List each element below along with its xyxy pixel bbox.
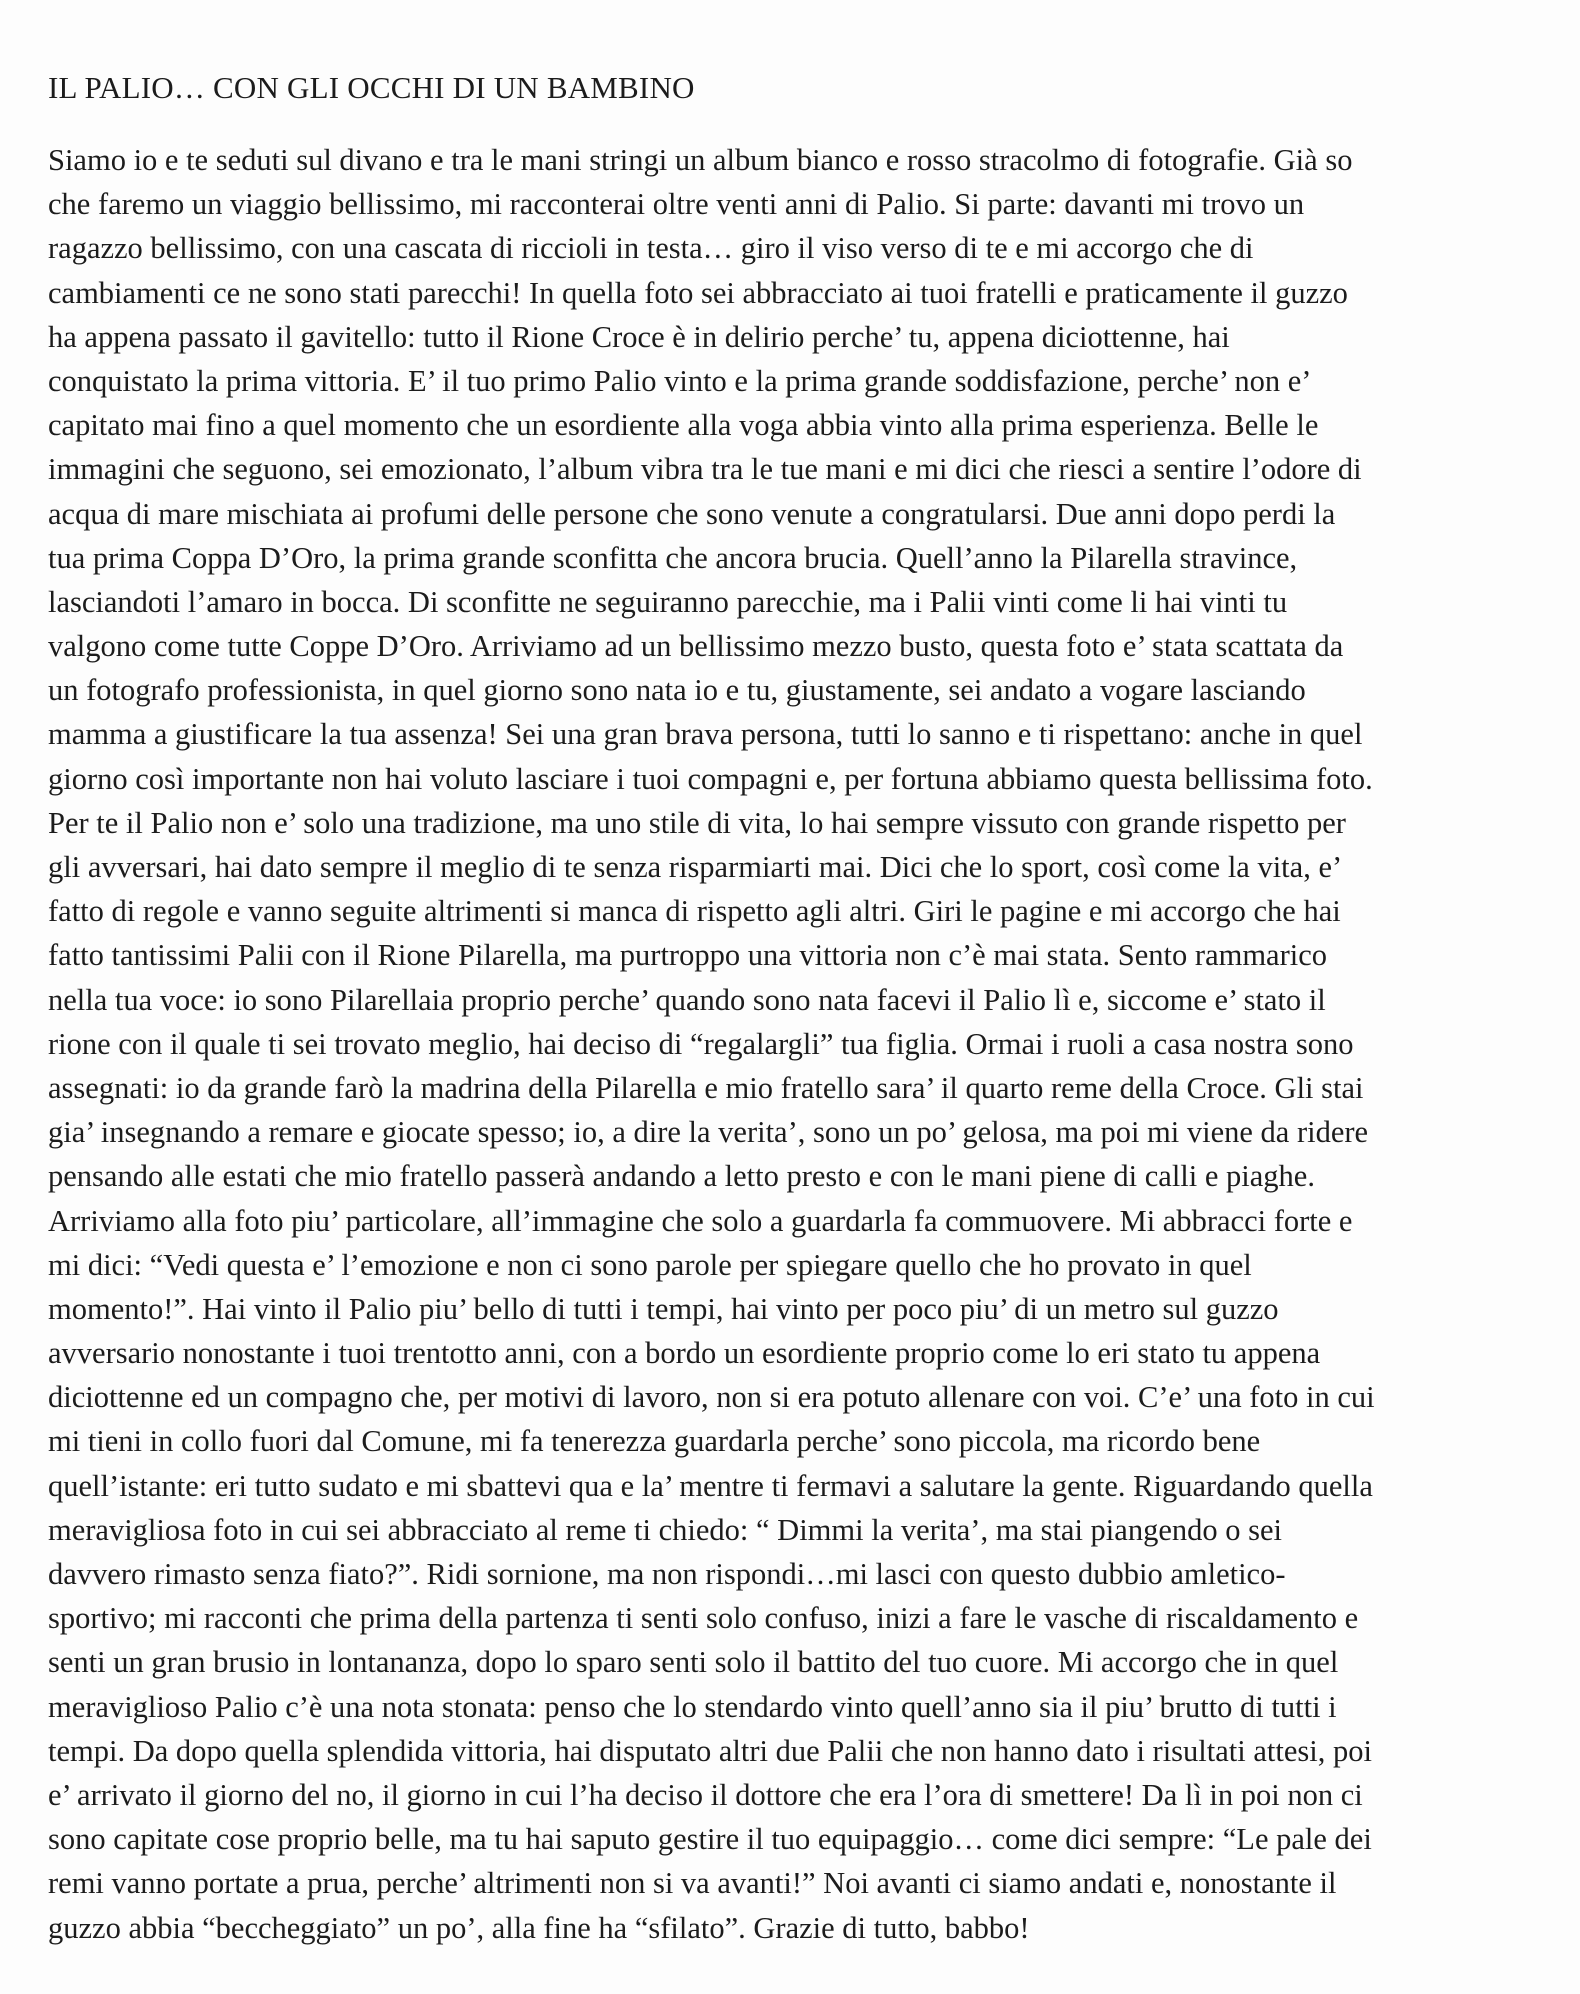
text-line: Arriviamo alla foto piu’ particolare, all’immagine che solo a guardarla fa commuovere. Mi abbracci forte e [48,1203,1353,1238]
text-line: rione con il quale ti sei trovato meglio, hai deciso di “regalargli” tua figlia. Ormai i ruoli a casa nostra sono [48,1026,1354,1061]
text-line: acqua di mare mischiata ai profumi delle persone che sono venute a congratularsi. Due anni dopo perdi la [48,496,1336,531]
text-line: mi tieni in collo fuori dal Comune, mi fa tenerezza guardarla perche’ sono piccola, ma ricordo bene [48,1424,1261,1459]
text-line: gli avversari, hai dato sempre il meglio di te senza risparmiarti mai. Dici che lo sport, così come la vita, e’ [48,850,1343,884]
text-line: fatto di regole e vanno seguite altrimenti si manca di rispetto agli altri. Giri le pagine e mi accorgo che hai [48,894,1341,929]
text-line: Per te il Palio non e’ solo una tradizione, ma uno stile di vita, lo hai sempre vissuto con grande rispetto per [48,805,1346,840]
text-line: un fotografo professionista, in quel giorno sono nata io e tu, giustamente, sei andato a vogare lasciando [48,673,1306,708]
text-line: cambiamenti ce ne sono stati parecchi! In quella foto sei abbracciato ai tuoi fratelli e praticamente il guzzo [48,275,1348,310]
text-line: senti un gran brusio in lontananza, dopo lo sparo senti solo il battito del tuo cuore. Mi accorgo che in quel [48,1645,1339,1680]
text-line: capitato mai fino a quel momento che un esordiente alla voga abbia vinto alla prima esperienza. Belle le [48,408,1319,443]
text-line: guzzo abbia “beccheggiato” un po’, alla fine ha “sfilato”. Grazie di tutto, babbo! [48,1910,1030,1945]
text-line: avversario nonostante i tuoi trentotto anni, con a bordo un esordiente proprio come lo eri stato tu appena [48,1336,1321,1371]
text-line: fatto tantissimi Palii con il Rione Pilarella, ma purtroppo una vittoria non c’è mai stata. Sento rammarico [48,938,1328,973]
text-line: quell’istante: eri tutto sudato e mi sbattevi qua e la’ mentre ti fermavi a salutare la gente. Riguardando quella [48,1468,1373,1503]
text-line: gia’ insegnando a remare e giocate spesso; io, a dire la verita’, sono un po’ gelosa, ma poi mi viene da ridere [48,1115,1369,1150]
text-line: sportivo; mi racconti che prima della partenza ti senti solo confuso, inizi a fare le vasche di riscaldamento e [48,1601,1359,1636]
text-line: meraviglioso Palio c’è una nota stonata: penso che lo stendardo vinto quell’anno sia il piu’ brutto di tutti i [48,1689,1337,1724]
text-line: immagini che seguono, sei emozionato, l’album vibra tra le tue mani e mi dici che riesci a sentire l’odore di [48,452,1362,487]
text-line: ha appena passato il gavitello: tutto il Rione Croce è in delirio perche’ tu, appena diciottenne, hai [48,319,1230,354]
text-line: che faremo un viaggio bellissimo, mi racconterai oltre venti anni di Palio. Si parte: davanti mi trovo un [48,187,1305,222]
text-line: lasciandoti l’amaro in bocca. Di sconfitte ne seguiranno parecchie, ma i Palii vinti come li hai vinti tu [48,584,1288,619]
text-line: remi vanno portate a prua, perche’ altrimenti non si va avanti!” Noi avanti ci siamo andati e, nonostante il [48,1866,1337,1901]
text-line: pensando alle estati che mio fratello passerà andando a letto presto e con le mani piene di calli e piaghe. [48,1159,1315,1194]
text-line: sono capitate cose proprio belle, ma tu hai saputo gestire il tuo equipaggio… come dici sempre: “Le pale dei [48,1822,1372,1857]
text-line: davvero rimasto senza fiato?”. Ridi sornione, ma non rispondi…mi lasci con questo dubbio amletico- [48,1557,1286,1591]
text-line: conquistato la prima vittoria. E’ il tuo primo Palio vinto e la prima grande soddisfazione, perche’ non e’ [48,363,1312,398]
document-title: IL PALIO… CON GLI OCCHI DI UN BAMBINO [48,70,695,105]
text-line: giorno così importante non hai voluto lasciare i tuoi compagni e, per fortuna abbiamo questa bellissima foto. [48,761,1373,796]
text-line: Siamo io e te seduti sul divano e tra le mani stringi un album bianco e rosso stracolmo di fotografie. Già so [48,143,1353,177]
body-paragraph [48,138,1548,1950]
text-line: assegnati: io da grande farò la madrina della Pilarella e mio fratello sara’ il quarto reme della Croce. Gli stai [48,1070,1364,1105]
text-line: tempi. Da dopo quella splendida vittoria, hai disputato altri due Palii che non hanno dato i risultati attesi, poi [48,1733,1372,1768]
text-line: meravigliosa foto in cui sei abbracciato al reme ti chiedo: “ Dimmi la verita’, ma stai piangendo o sei [48,1512,1282,1547]
text-line: mamma a giustificare la tua assenza! Sei una gran brava persona, tutti lo sanno e ti rispettano: anche in quel [48,717,1363,752]
text-line: tua prima Coppa D’Oro, la prima grande sconfitta che ancora brucia. Quell’anno la Pilarella stravince, [48,540,1298,575]
text-line: momento!”. Hai vinto il Palio piu’ bello di tutti i tempi, hai vinto per poco piu’ di un metro sul guzzo [48,1291,1279,1326]
text-line: ragazzo bellissimo, con una cascata di riccioli in testa… giro il viso verso di te e mi accorgo che di [48,231,1254,266]
text-line: diciottenne ed un compagno che, per motivi di lavoro, non si era potuto allenare con voi. C’e’ una foto in cui [48,1380,1375,1415]
text-line: nella tua voce: io sono Pilarellaia proprio perche’ quando sono nata facevi il Palio lì e, siccome e’ stato il [48,982,1326,1017]
text-line: e’ arrivato il giorno del no, il giorno in cui l’ha deciso il dottore che era l’ora di smettere! Da lì in poi non ci [48,1777,1363,1812]
text-line: mi dici: “Vedi questa e’ l’emozione e non ci sono parole per spiegare quello che ho provato in quel [48,1247,1252,1282]
text-line: valgono come tutte Coppe D’Oro. Arriviamo ad un bellissimo mezzo busto, questa foto e’ stata scattata da [48,629,1344,664]
